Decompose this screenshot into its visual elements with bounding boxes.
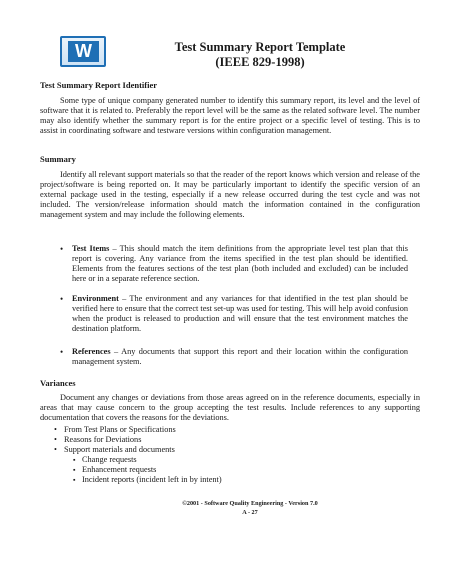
footer-page-number: A - 27 xyxy=(242,509,258,516)
bullet-dot-icon: • xyxy=(54,445,57,455)
bullet-dot-icon: • xyxy=(60,347,64,357)
bullet-test-items xyxy=(60,244,408,284)
list-item-text: Enhancement requests xyxy=(82,465,157,475)
list-item xyxy=(54,435,222,445)
square-bullet-icon: ▪ xyxy=(73,456,76,465)
sub-list-item xyxy=(73,465,222,475)
bullet-dot-icon: • xyxy=(54,435,57,445)
list-item-text: From Test Plans or Specifications xyxy=(64,425,176,434)
square-bullet-icon: ▪ xyxy=(73,466,76,475)
document-subtitle: (IEEE 829-1998) xyxy=(215,55,305,69)
bullet-dot-icon: • xyxy=(60,294,64,304)
list-item-text: Change requests xyxy=(82,455,137,465)
logo-letter: W xyxy=(68,41,99,62)
sub-list-item xyxy=(73,455,222,465)
bullet-lead: Test Items xyxy=(72,244,110,253)
bullet-lead: References xyxy=(72,347,111,356)
section-heading-identifier: Test Summary Report Identifier xyxy=(40,80,158,90)
variances-list xyxy=(54,425,222,486)
sub-list-item xyxy=(73,475,222,485)
summary-paragraph: Identify all relevant support materials so that the reader of the report knows which version and release of the project/software is being reported on. It may be particularly important to identify the specific version of an external package used in the testing, especially if a new release occurred during the test cycle and was not included. The version/release information should match the information contained in the configuration management system and may include the following elements. xyxy=(40,170,420,220)
bullet-text: – The environment and any variances for that identified in the test plan should be verified here to ensure that the correct test set-up was used for testing. This will help avoid confusion when the product is released to production and will ensure that the test environment matches the destination platform. xyxy=(72,294,408,334)
section-heading-summary: Summary xyxy=(40,154,76,164)
footer-copyright: ©2001 - Software Quality Engineering - Version 7.0 xyxy=(182,500,318,507)
word-document-icon xyxy=(60,36,106,67)
list-item-text: Support materials and documents xyxy=(64,445,175,455)
bullet-text: – Any documents that support this report and their location within the configuration management system. xyxy=(72,347,408,367)
bullet-text: – This should match the item definitions from the appropriate level test plan that this report is covering. Any variance from the items specified in the test plan should be identified. Elements from the features sections of the test plan (both included and excluded) can be included here or in a separate reference section. xyxy=(72,244,408,284)
square-bullet-icon: ▪ xyxy=(73,476,76,485)
bullet-environment xyxy=(60,294,408,334)
bullet-lead: Environment xyxy=(72,294,119,303)
bullet-dot-icon: • xyxy=(54,425,57,434)
variances-paragraph: Document any changes or deviations from those areas agreed on in the reference documents, especially in areas that may cause concern to the group accepting the test results. Include references to any supporting documentation that covers the reasons for the deviations. xyxy=(40,393,420,423)
list-item-text: Reasons for Deviations xyxy=(64,435,142,445)
identifier-paragraph: Some type of unique company generated number to identify this summary report, its level and the level of software that it is related to. Preferably the report level will be the same as the related software level. The number may also identify whether the summary report is for the entire project or a specific level of testing. This is to assist in coordinating software and testware versions within configuration management. xyxy=(40,96,420,136)
section-heading-variances: Variances xyxy=(40,378,76,388)
document-title: Test Summary Report Template xyxy=(174,40,346,54)
list-item-text: Incident reports (incident left in by intent) xyxy=(82,475,222,485)
bullet-dot-icon: • xyxy=(60,244,64,254)
list-item xyxy=(54,425,222,435)
bullet-references xyxy=(60,347,408,367)
list-item xyxy=(54,445,222,455)
